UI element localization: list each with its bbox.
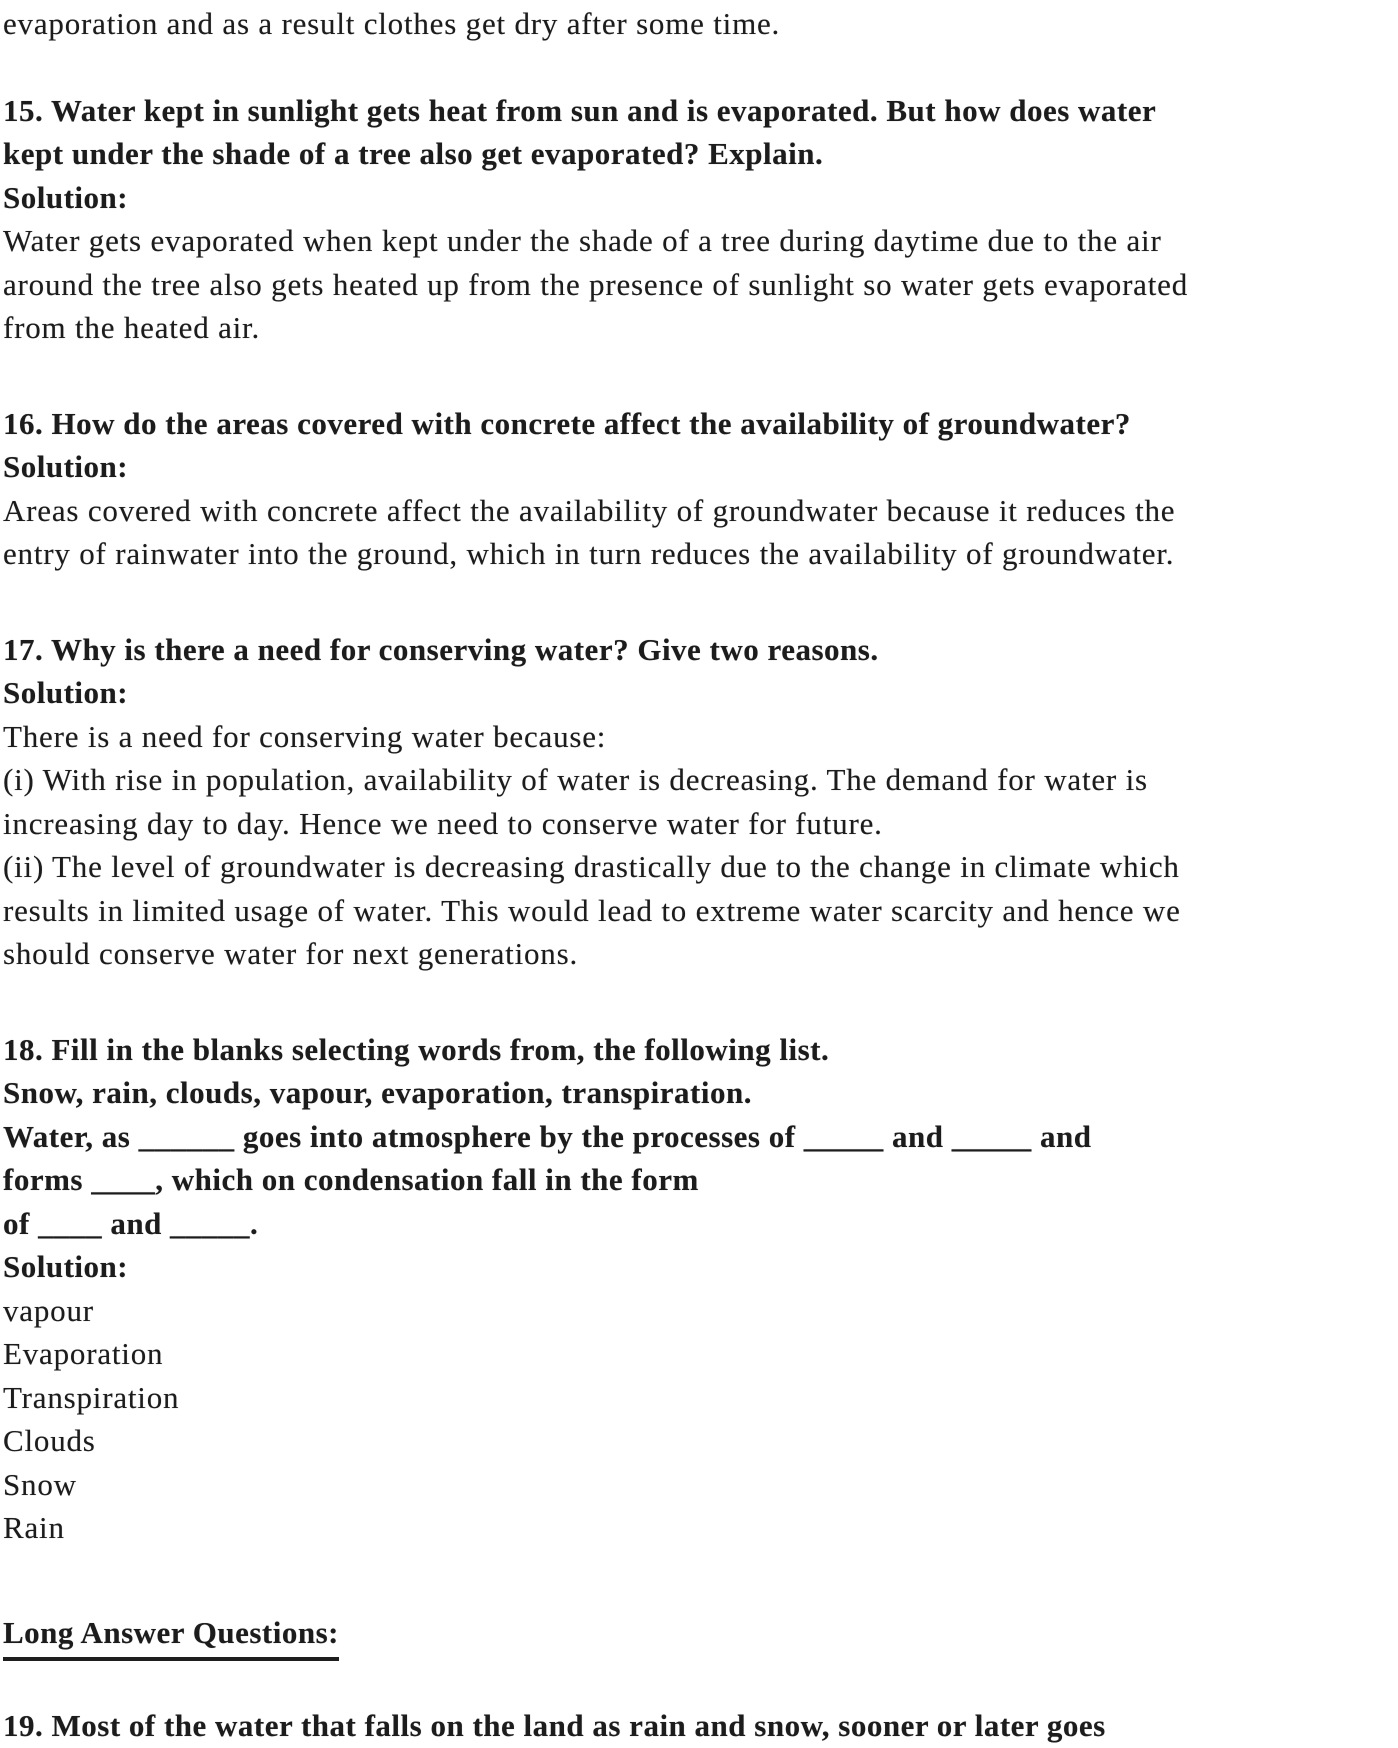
question-16 bbox=[3, 402, 1398, 576]
question-heading-line: 16. How do the areas covered with concrete affect the availability of groundwater? bbox=[3, 405, 1131, 441]
answer-line: (i) With rise in population, availability of water is decreasing. The demand for water is bbox=[3, 762, 1148, 797]
solution-label: Solution: bbox=[3, 449, 129, 484]
question-heading-line: kept under the shade of a tree also get evaporated? Explain. bbox=[3, 136, 824, 171]
question-heading-line: 19. Most of the water that falls on the land as rain and snow, sooner or later goes bbox=[3, 1708, 1106, 1743]
answer-word: Clouds bbox=[3, 1423, 96, 1458]
answer-line: entry of rainwater into the ground, which in turn reduces the availability of groundwater. bbox=[3, 536, 1175, 571]
solution-label: Solution: bbox=[3, 1249, 129, 1284]
answer-word: Snow bbox=[3, 1466, 77, 1502]
continuation-paragraph bbox=[3, 2, 1398, 46]
answer-line: should conserve water for next generations. bbox=[3, 936, 578, 971]
fill-in-the-blanks-line: Water, as ______ goes into atmosphere by the processes of _____ and _____ and bbox=[3, 1118, 1092, 1154]
answer-word: Evaporation bbox=[3, 1336, 164, 1371]
question-heading-line: 17. Why is there a need for conserving water? Give two reasons. bbox=[3, 631, 879, 667]
solution-label: Solution: bbox=[3, 675, 129, 710]
solution-label: Solution: bbox=[3, 179, 129, 215]
long-answer-questions-heading bbox=[3, 1611, 1398, 1662]
fill-in-the-blanks-line: forms ____, which on condensation fall in the form bbox=[3, 1162, 699, 1197]
answer-word: Rain bbox=[3, 1510, 65, 1545]
section-heading bbox=[3, 1611, 1398, 1662]
answer-line: evaporation and as a result clothes get dry after some time. bbox=[3, 6, 781, 41]
answer-line: There is a need for conserving water because: bbox=[3, 718, 607, 754]
question-19 bbox=[3, 1704, 1398, 1748]
question-heading-line: 18. Fill in the blanks selecting words from, the following list. bbox=[3, 1031, 830, 1067]
question-15 bbox=[3, 89, 1398, 350]
fill-in-the-blanks-line: of ____ and _____. bbox=[3, 1205, 259, 1241]
question-heading-line: 15. Water kept in sunlight gets heat from sun and is evaporated. But how does water bbox=[3, 92, 1157, 128]
underlined-heading-text: Long Answer Questions: bbox=[3, 1611, 339, 1662]
answer-line: increasing day to day. Hence we need to conserve water for future. bbox=[3, 805, 883, 841]
answer-line: from the heated air. bbox=[3, 310, 261, 345]
answer-line: around the tree also gets heated up from the presence of sunlight so water gets evaporated bbox=[3, 266, 1189, 302]
word-list-line: Snow, rain, clouds, vapour, evaporation, transpiration. bbox=[3, 1075, 752, 1110]
answer-line: Water gets evaporated when kept under the shade of a tree during daytime due to the air bbox=[3, 223, 1162, 258]
answer-word: vapour bbox=[3, 1292, 94, 1328]
answer-word: Transpiration bbox=[3, 1379, 180, 1415]
answer-line: results in limited usage of water. This would lead to extreme water scarcity and hence we bbox=[3, 892, 1181, 928]
answer-line: Areas covered with concrete affect the availability of groundwater because it reduces the bbox=[3, 492, 1176, 528]
question-18 bbox=[3, 1028, 1398, 1550]
answer-line: (ii) The level of groundwater is decreasing drastically due to the change in climate which bbox=[3, 849, 1180, 884]
question-17 bbox=[3, 628, 1398, 976]
